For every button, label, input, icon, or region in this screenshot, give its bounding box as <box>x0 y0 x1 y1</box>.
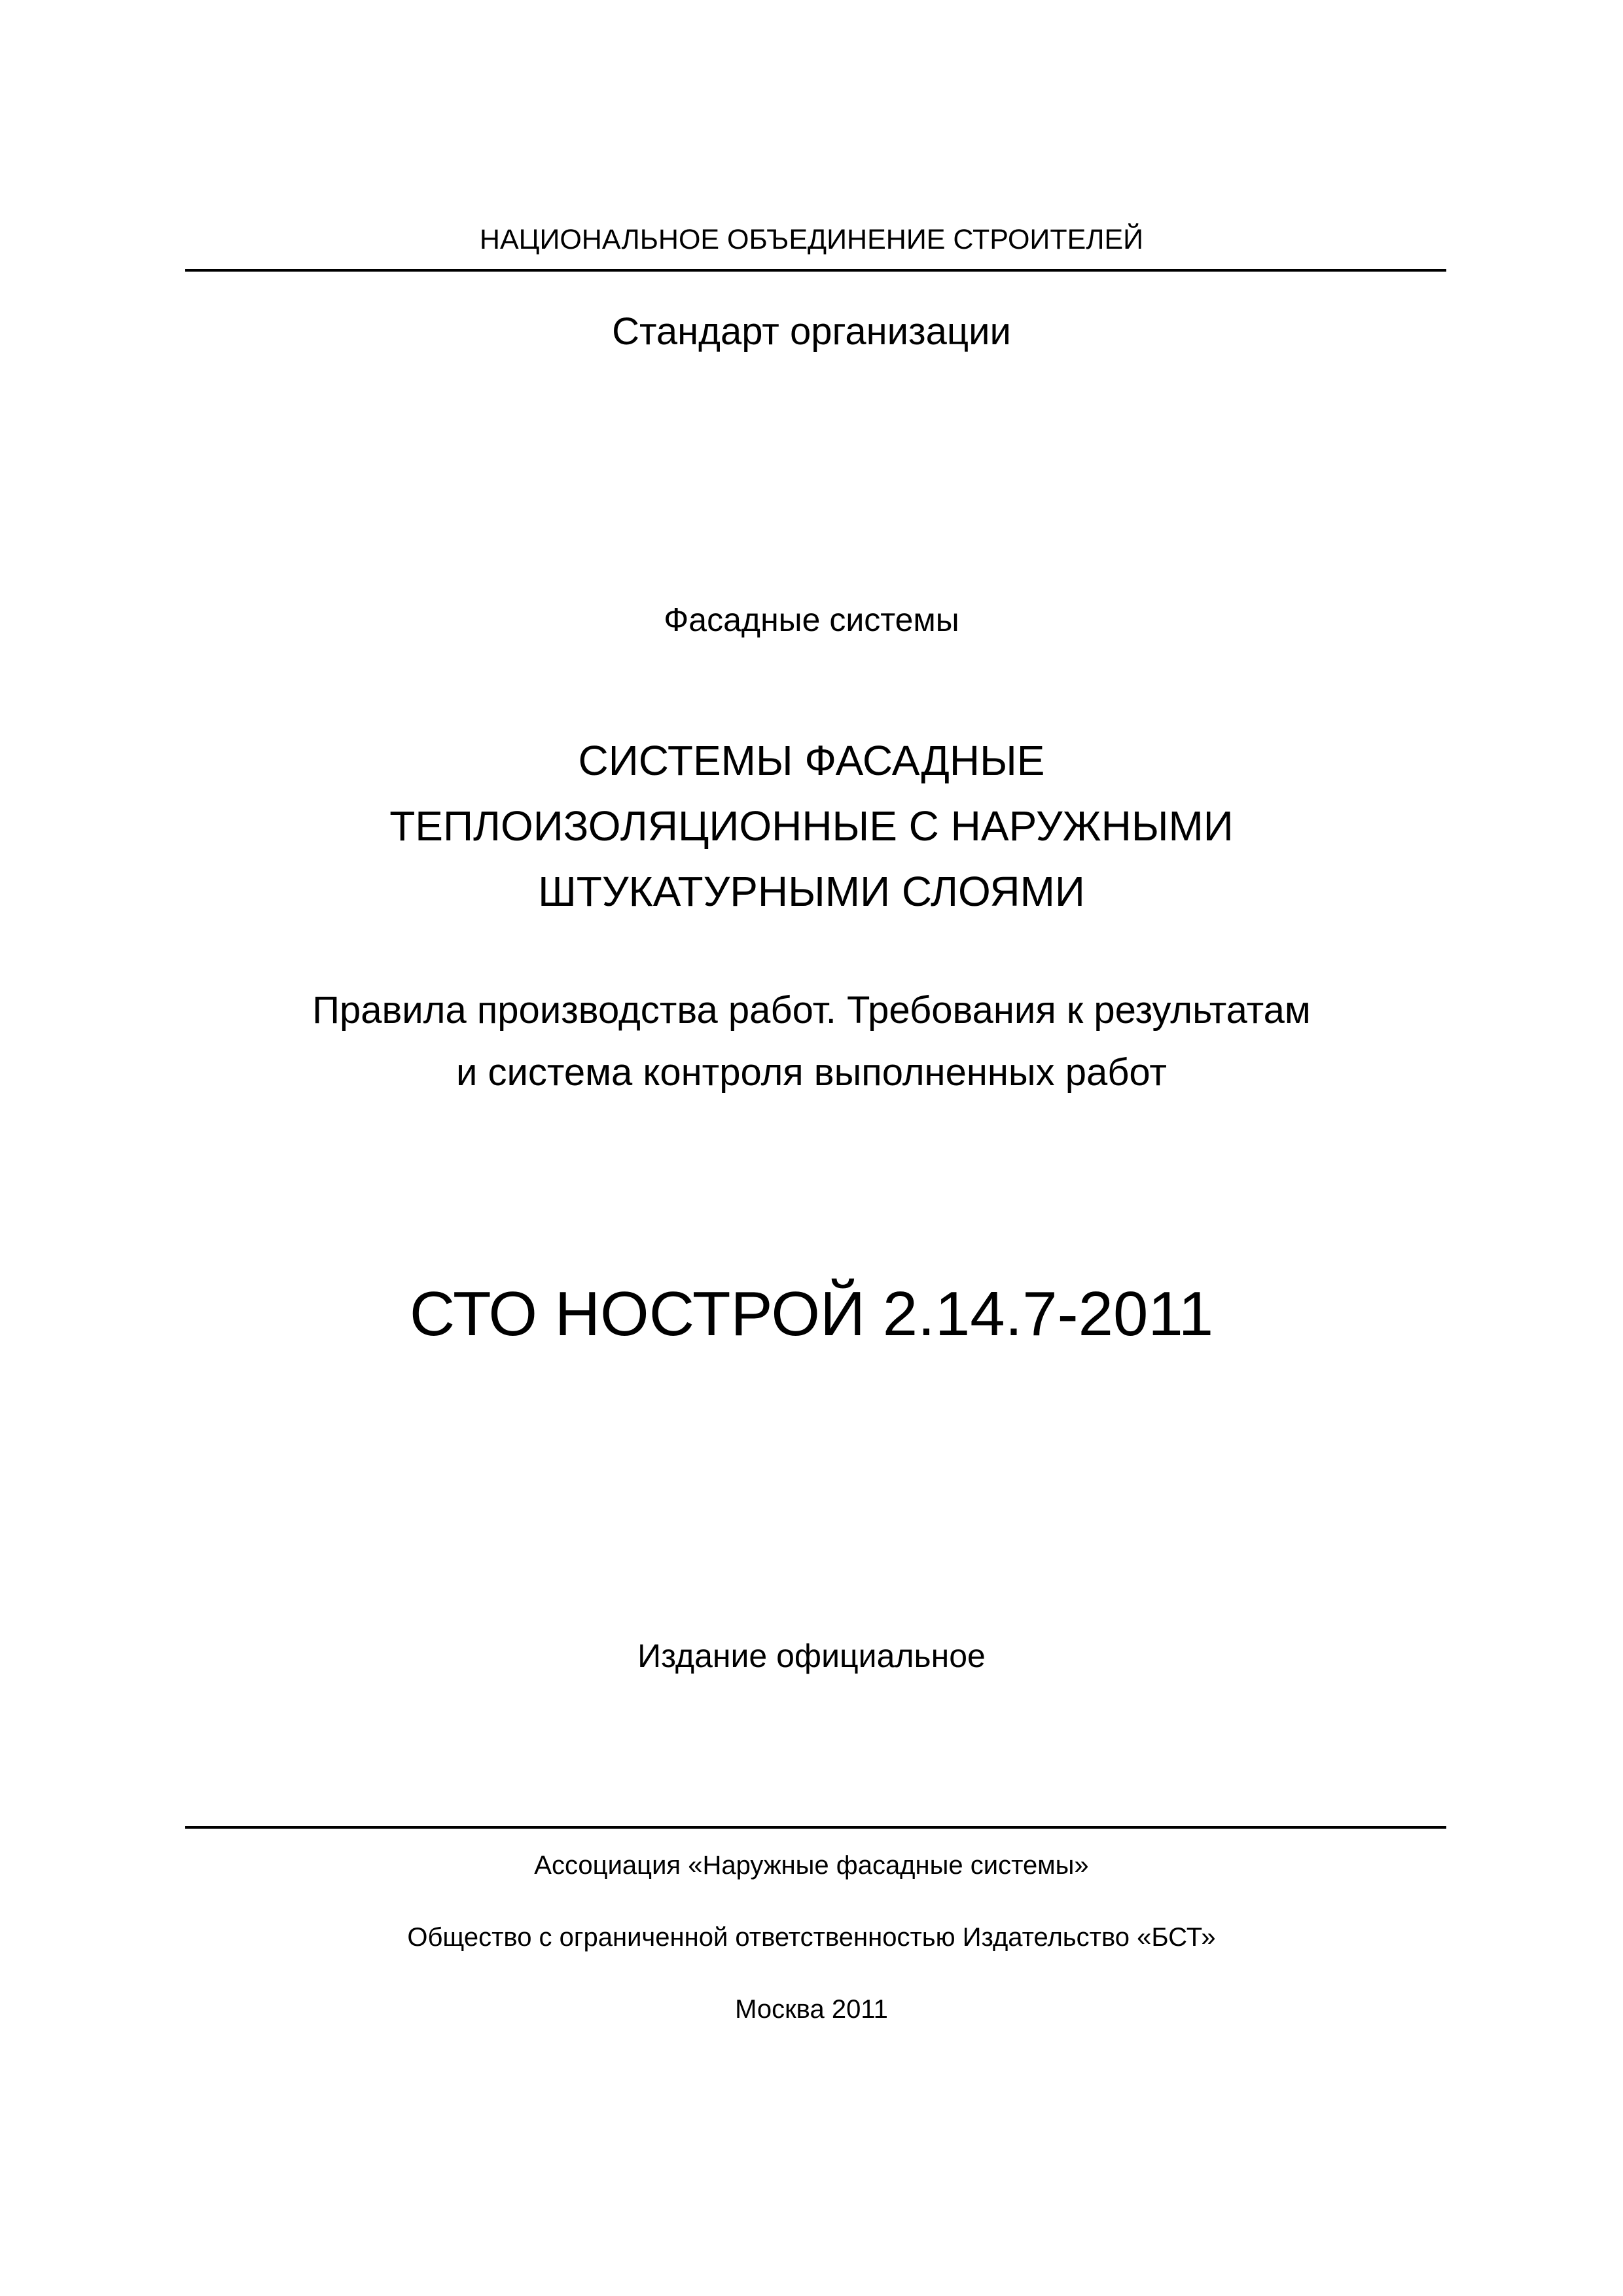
document-kind: Стандарт организации <box>612 310 1011 353</box>
document-title-line: ТЕПЛОИЗОЛЯЦИОННЫЕ С НАРУЖНЫМИ <box>389 802 1234 850</box>
publisher-association: Ассоциация «Наружные фасадные системы» <box>534 1851 1089 1880</box>
document-subtitle-line: и система контроля выполненных работ <box>456 1051 1167 1094</box>
document-subtitle-line: Правила производства работ. Требования к результатам <box>312 989 1311 1031</box>
document-title-line: СИСТЕМЫ ФАСАДНЫЕ <box>578 737 1045 784</box>
series-title: Фасадные системы <box>664 601 959 638</box>
organization-name: НАЦИОНАЛЬНОЕ ОБЪЕДИНЕНИЕ СТРОИТЕЛЕЙ <box>479 224 1144 255</box>
header-divider <box>185 269 1446 272</box>
publication-place-year: Москва 2011 <box>735 1995 888 2024</box>
edition-label: Издание официальное <box>637 1638 986 1674</box>
document-title-line: ШТУКАТУРНЫМИ СЛОЯМИ <box>538 868 1085 915</box>
footer-divider <box>185 1826 1446 1829</box>
publisher-company: Общество с ограниченной ответственностью Издательство «БСТ» <box>407 1923 1216 1952</box>
document-code: СТО НОСТРОЙ 2.14.7-2011 <box>409 1279 1214 1349</box>
